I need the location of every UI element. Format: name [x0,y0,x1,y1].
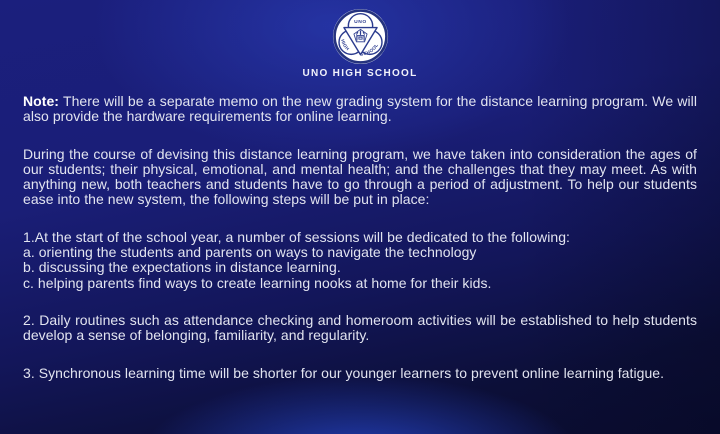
logo-left-text: HIGH [339,38,350,52]
step1-item-b: b. discussing the expectations in distance learning. [23,259,341,276]
step1-item-a: a. orienting the students and parents on ways to navigate the technology [23,244,477,261]
step2-paragraph: 2. Daily routines such as attendance checking and homeroom activities will be established to help students develop a sense of belonging, familiarity, and regularity. [23,311,697,344]
step1-list [23,230,697,291]
note-text: There will be a separate memo on the new grading system for the distance learning program. We will also provide the hardware requirements for online learning. [23,93,697,125]
school-logo [332,8,389,65]
step1-item-c: c. helping parents find ways to create learning nooks at home for their kids. [23,274,492,291]
logo-top-text: UNO [353,20,367,26]
step1-heading: 1.At the start of the school year, a number of sessions will be dedicated to the following: [23,228,570,245]
logo-right-text: SCHOOL [359,42,379,57]
school-name-label: UNO HIGH SCHOOL [302,68,418,79]
note-paragraph [23,94,697,125]
memo-body [23,79,697,381]
step3-paragraph: 3. Synchronous learning time will be shorter for our younger learners to prevent online learning fatigue. [23,364,665,381]
header [0,0,720,79]
intro-paragraph: During the course of devising this distance learning program, we have taken into consideration the ages of our students; their physical, emotional, and mental health; and the challenges that they may meet. As with anything new, both teachers and students have to go through a period of adjustment. To help our students ease into the new system, the following steps will be put in place: [23,145,697,208]
note-label: Note: [23,93,60,109]
